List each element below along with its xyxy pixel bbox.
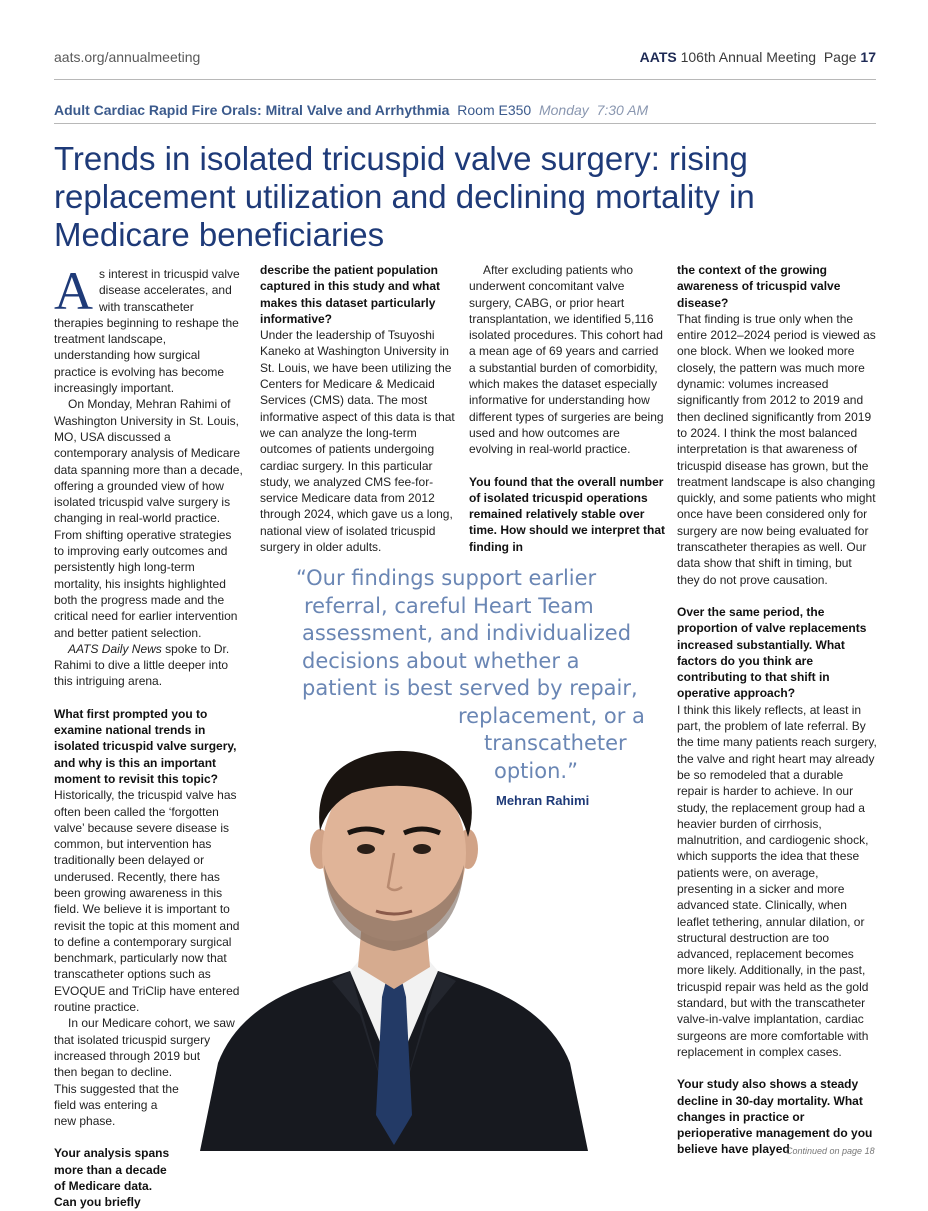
portrait-photo [200,745,588,1151]
session-time: Monday 7:30 AM [538,102,649,118]
column-4 [677,262,877,1158]
session-divider [54,123,876,124]
question-2: Your analysis spans more than a decade of Medicare data. Can you briefly [54,1146,170,1210]
answer-1: Historically, the tricuspid valve has often been called the ‘forgotten valve’ because severe disease is common, but intervention has traditionally been delayed or underused. Recently, there has been growing awareness in this field. We believe it is important to revisit the topic at this moment and to define a contemporary surgical benchmark, particularly now that transcatheter options such as EVOQUE and TriClip have entered routine practice. [54,788,240,1015]
session-room: Room E350 [457,102,532,118]
session-info [54,102,648,118]
answer-2-cont: After excluding patients who underwent concomitant valve surgery, CABG, or prior heart transplantation, we identified 5,116 isolated procedures. This cohort had a mean age of 69 years and carried a substantial burden of comorbidity, which makes the dataset especially informative for understanding how different types of surgeries are being used and how outcomes are evolving in real-world practice. [469,263,664,457]
paragraph: On Monday, Mehran Rahimi of Washington University in St. Louis, MO, USA discussed a contemporary analysis of Medicare data spanning more than a decade, offering a grounded view of how isolated tricuspid valve surgery is changing in real-world practice. From shifting operative strategies to improving early outcomes and persistently high long-term mortality, his insights highlighted both the progress made and the critical need for earlier intervention and better patient selection. [54,397,243,640]
paragraph: AATS Daily News spoke to Dr. Rahimi to dive a little deeper into this intriguing arena. [54,641,230,689]
brand-name: AATS [639,49,677,65]
running-header [640,49,876,65]
publication-name: AATS Daily News [68,641,162,656]
header-divider [54,79,876,80]
question-4: Over the same period, the proportion of valve replacements increased substantially. What factors do you think are contributing to that shift in operative approach? [677,604,867,701]
continued-note: Continued on page 18 [786,1146,875,1156]
question-2-cont: describe the patient population captured in this study and what makes this dataset particularly informative? [260,263,441,326]
column-2 [260,262,458,555]
question-3: You found that the overall number of isolated tricuspid operations remained relatively stable over time. How should we interpret that finding in [469,474,666,554]
answer-3: That finding is true only when the entire 2012–2024 period is viewed as one block. When we looked more closely, the pattern was much more dynamic: volumes increased significantly from 2012 to 2019 and then declined significantly from 2019 to 2024. I think the most balanced interpretation is that awareness of tricuspid disease has grown, but the treatment landscape is also changing quickly, and some patients who might once have been considered only for surgery are now being evaluated for transcatheter therapies as well. Our data show that shift in timing, but they do not prove causation. [677,311,876,587]
answer-2: Under the leadership of Tsuyoshi Kaneko at Washington University in St. Louis, we have been utilizing the Centers for Medicare & Medicaid Services (CMS) data. The most informative aspect of this data is that we can analyze the long-term outcomes of patients undergoing cardiac surgery. In this particular study, we analyzed CMS fee-for-service Medicare data from 2012 through 2024, which gave us a long, national view of isolated tricuspid surgery in older adults. [260,328,455,555]
article-title: Trends in isolated tricuspid valve surgery: rising replacement utilization and declining mortality in Medicare beneficiaries [54,140,755,253]
page-number: 17 [860,49,876,65]
question-3-cont: the context of the growing awareness of tricuspid valve disease? [677,263,841,310]
drop-cap: A [54,261,93,321]
intro-paragraph: As interest in tricuspid valve disease accelerates, and with transcatheter therapies beginning to reshape the treatment landscape, understanding how surgical practice is evolving has become increasingly important. [54,261,240,396]
column-3 [469,262,667,555]
quote-attribution: Mehran Rahimi [496,793,590,808]
question-5: Your study also shows a steady decline in 30-day mortality. What changes in practice or perioperative management do you believe have played [677,1077,873,1157]
question-1: What first prompted you to examine national trends in isolated tricuspid valve surgery, and why is this an important moment to revisit this topic? [54,706,237,786]
answer-4: I think this likely reflects, at least in part, the problem of late referral. By the time many patients reach surgery, the valve and right heart may already be so remodeled that a durable repair is harder to achieve. In our study, the replacement group had a heavier burden of cirrhosis, malnutrition, and cardiogenic shock, which supports the idea that these patients were, on average, presenting in a sicker and more advanced state. Clinically, when leaflet tethering, annular dilation, or structural destruction are too advanced, replacement becomes more likely. Additionally, in the past, tricuspid repair was held as the gold standard, but with the transcatheter valve-in-valve implantation, cardiac surgeons are more comfortable with replacement in complex cases. [677,702,877,1059]
website-url[interactable]: aats.org/annualmeeting [54,49,201,65]
meeting-name: 106th Annual Meeting Page [676,49,861,65]
session-title: Adult Cardiac Rapid Fire Orals: Mitral Valve and Arrhythmia [54,102,450,118]
pull-quote: “Our findings support earlier referral, careful Heart Team assessment, and individualized decisions about whether a patient is best served by repair, replacement, or a transcatheter option.” [296,566,645,783]
answer-1-cont: In our Medicare cohort, we saw that isolated tricuspid surgery increased through 2019 but then began to decline. This suggested that the field was entering a new phase. [54,1016,235,1129]
